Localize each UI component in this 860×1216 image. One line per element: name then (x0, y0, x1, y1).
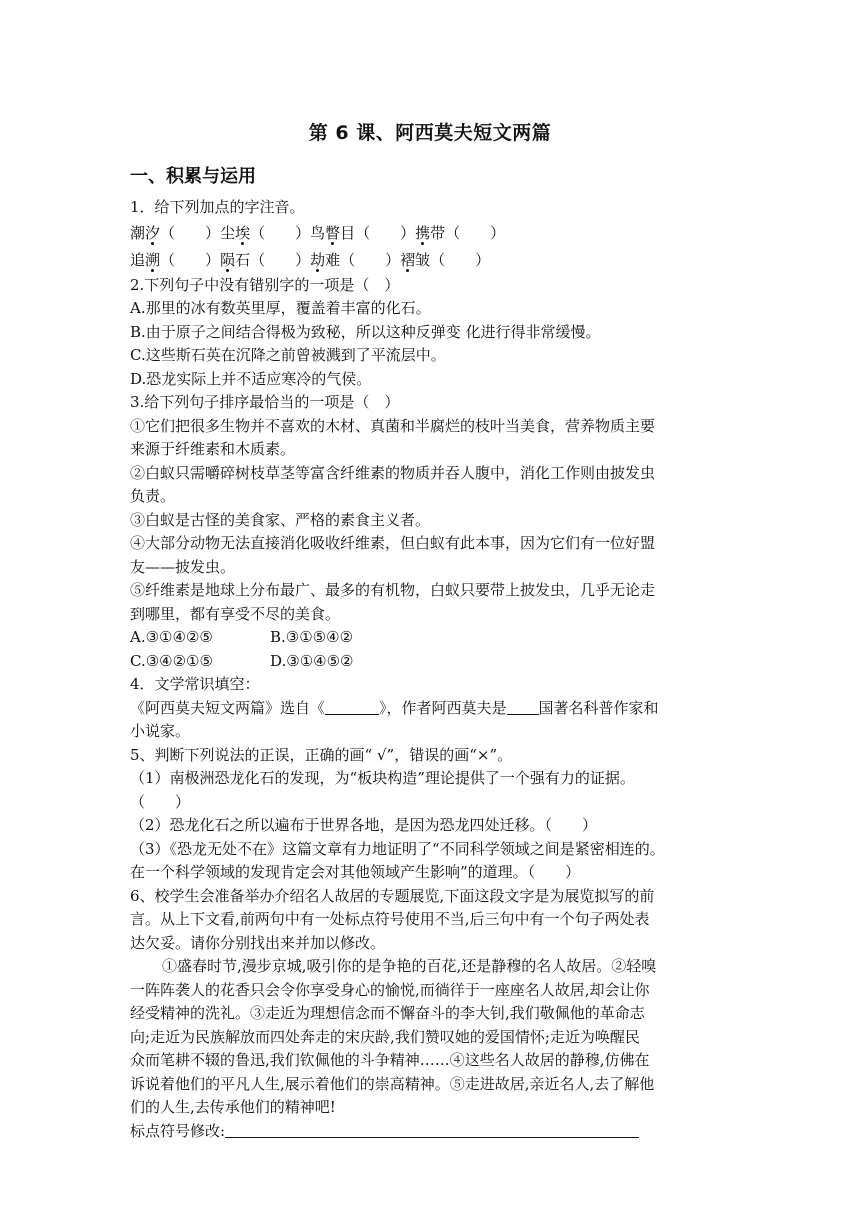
section-heading: 一、积累与运用 (130, 166, 256, 187)
q3-options-row-1 (130, 626, 734, 650)
q6-passage: ①盛春时节,漫步京城,吸引你的是争艳的百花,还是静穆的名人故居。②轻嗅 (162, 957, 657, 975)
q3-sentence: ⑤纤维素是地球上分布最广、最多的有机物，白蚁只要带上披发虫，几乎无论走 (130, 581, 656, 599)
q6-answer-line (130, 1120, 734, 1144)
q6-passage: 一阵阵袭人的花香只会令你享受身心的愉悦,而徜徉于一座座名人故居,却会让你 (130, 980, 650, 999)
q3-sentence: ②白蚁只需嚼碎树枝草茎等富含纤维素的物质并吞人腹中，消化工作则由披发虫 (130, 463, 656, 482)
q1-row-2 (130, 247, 734, 274)
fill-blank[interactable] (507, 698, 539, 715)
question-content (130, 196, 734, 1143)
q5-item-3-cont: 在一个科学领域的发现肯定会对其他领域产生影响”的道理。（ ） (130, 863, 581, 881)
q3-option-d: D.③①④⑤② (270, 651, 354, 670)
q2-option-c: C.这些斯石英在沉降之前曾被溅到了平流层中。 (130, 346, 446, 364)
q4-prompt: 4．文学常识填空： (130, 675, 260, 693)
fill-blank[interactable] (325, 698, 379, 715)
q5-item-2: （2）恐龙化石之所以遍布于世界各地，是因为恐龙四处迁移。（ ） (130, 816, 598, 834)
q6-prompt: 6、校学生会准备举办介绍名人故居的专题展览,下面这段文字是为展览拟写的前 (130, 886, 655, 905)
q1-item: 携带（ ） (415, 223, 506, 242)
q4-fill-line-2: 小说家。 (130, 722, 191, 740)
q1-row-1 (130, 220, 734, 247)
q4-fill-line: 《阿西莫夫短文两篇》选自《 》，作者阿西莫夫是 国著名科普作家和 (130, 698, 659, 717)
q6-prompt: 言。从上下文看,前两句中有一处标点符号使用不当,后三句中有一个句子两处表 (130, 910, 650, 928)
q2-option-b: B.由于原子之间结合得极为致秘，所以这种反弹变 化进行得非常缓慢。 (130, 322, 601, 341)
q6-prompt: 达欠妥。请你分别找出来并加以修改。 (130, 933, 386, 952)
q6-passage: 经受精神的洗礼。③走近为理想信念而不懈奋斗的李大钊,我们敬佩他的革命志 (130, 1004, 645, 1022)
q5-prompt: 5、判断下列说法的正误，正确的画“ √”，错误的画“×”。 (130, 745, 513, 764)
lesson-title: 第 6 课、阿西莫夫短文两篇 (308, 122, 552, 144)
q1-item: 鸟瞥目（ ） (310, 223, 416, 242)
q3-option-a: A.③①④②⑤ (130, 628, 213, 646)
dotted-char: 溯 (145, 250, 161, 269)
q2-option-a: A.那里的冰有数英里厚，覆盖着丰富的化石。 (130, 299, 431, 317)
dotted-char: 携 (415, 223, 431, 242)
q3-sentence: 来源于纤维素和木质素。 (130, 440, 296, 458)
q5-item-1-answer: （ ） (130, 792, 191, 811)
dotted-char: 瞥 (325, 223, 341, 242)
q3-options-row-2 (130, 650, 734, 674)
answer-blank[interactable] (225, 1121, 639, 1138)
q2-prompt: 2.下列句子中没有错别字的一项是（ ） (130, 275, 400, 294)
dotted-char: 汐 (145, 223, 161, 242)
q5-item-1: （1）南极洲恐龙化石的发现，为“板块构造”理论提供了一个强有力的证据。 (130, 769, 635, 787)
q3-prompt: 3.给下列句子排序最恰当的一项是（ ） (130, 393, 400, 411)
dotted-char: 埃 (235, 223, 251, 242)
dotted-char: 褶 (400, 250, 416, 269)
answer-label: 标点符号修改: (130, 1121, 226, 1140)
q3-sentence: 到哪里，都有享受不尽的美食。 (130, 604, 341, 623)
q3-sentence: ①它们把很多生物并不喜欢的木材、真菌和半腐烂的枝叶当美食，营养物质主要 (130, 416, 656, 435)
q1-item: 潮汐（ ） (130, 223, 221, 242)
q5-item-3: （3）《恐龙无处不在》这篇文章有力地证明了“不同科学领域之间是紧密相连的。 (130, 839, 665, 858)
q1-item: 尘埃（ ） (220, 223, 311, 242)
q3-sentence: ④大部分动物无法直接消化吸收纤维素，但白蚁有此本事，因为它们有一位好盟 (130, 534, 656, 552)
q3-sentence: ③白蚁是古怪的美食家、严格的素食主义者。 (130, 510, 431, 529)
q3-option-b: B.③①⑤④② (270, 628, 354, 646)
q3-sentence: 友——披发虫。 (130, 557, 236, 576)
q6-passage: 诉说着他们的平凡人生,展示着他们的崇高精神。⑤走进故居,亲近名人,去了解他 (130, 1074, 655, 1093)
dotted-char: 陨 (220, 250, 236, 269)
dotted-char: 劫 (310, 250, 326, 269)
q2-option-d: D.恐龙实际上并不适应寒冷的气侯。 (130, 369, 372, 388)
q1-prompt: 1．给下列加点的字注音。 (130, 198, 305, 216)
q6-passage: 们的人生,去传承他们的精神吧! (130, 1098, 336, 1116)
q3-sentence: 负责。 (130, 487, 176, 505)
q6-passage: 向;走近为民族解放而四处奔走的宋庆龄,我们赞叹她的爱国情怀;走近为唤醒民 (130, 1027, 640, 1046)
q1-item: 褶皱（ ） (400, 250, 491, 269)
q3-option-c: C.③④②①⑤ (130, 651, 213, 670)
q1-item: 追溯（ ） (130, 250, 221, 269)
q6-passage: 众而笔耕不辍的鲁迅,我们钦佩他的斗争精神……④这些名人故居的静穆,仿佛在 (130, 1051, 650, 1069)
q1-item: 陨石（ ） (220, 250, 311, 269)
q1-item: 劫难（ ） (310, 250, 401, 269)
